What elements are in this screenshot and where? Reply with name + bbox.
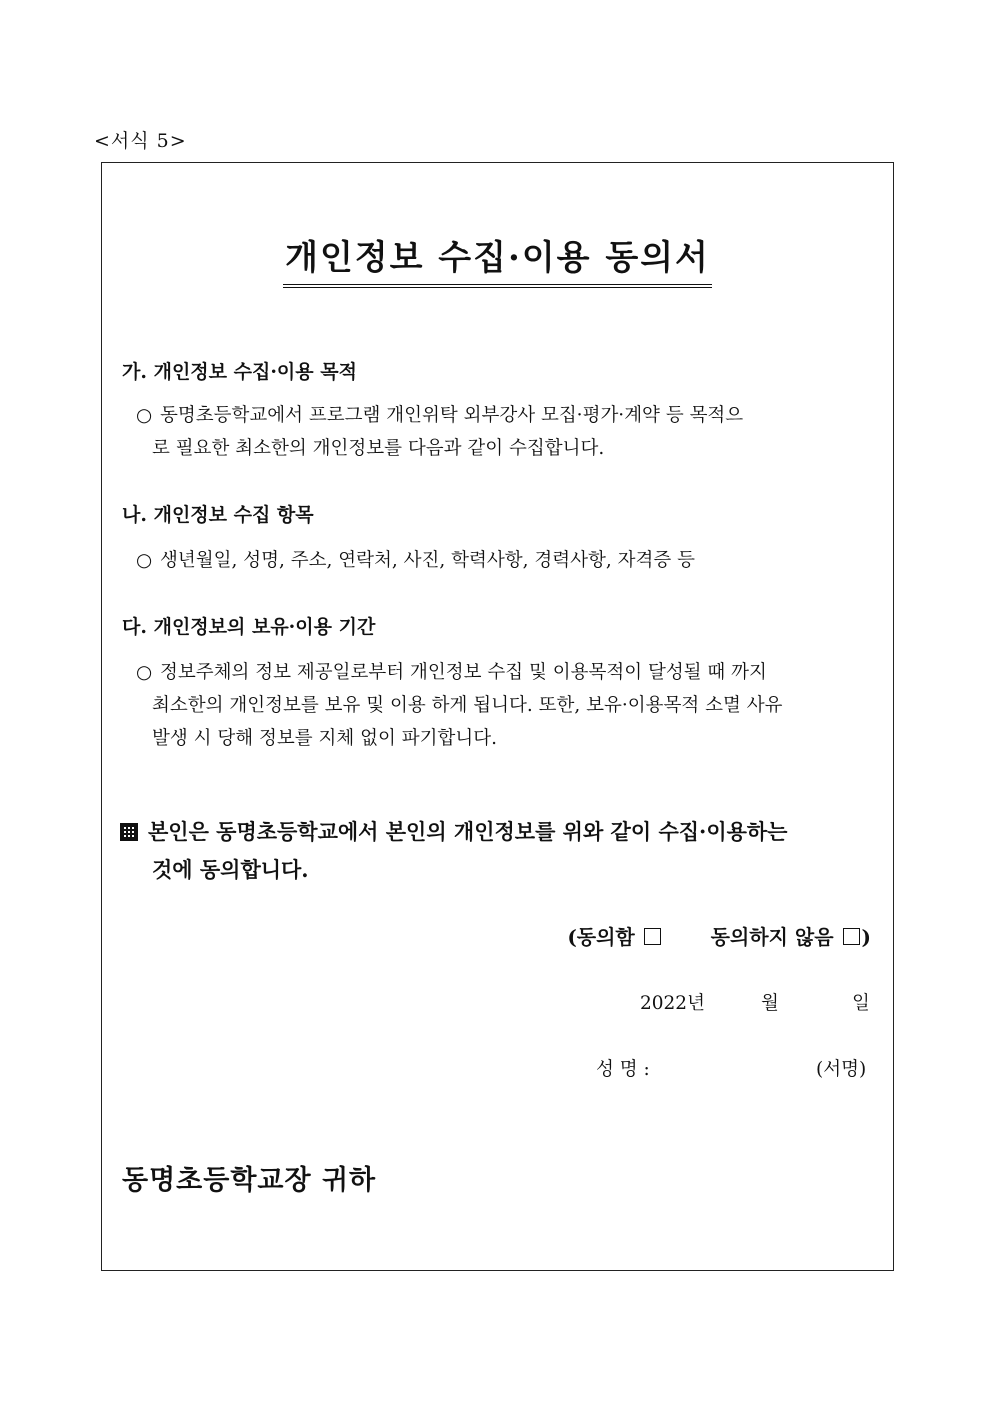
section-heading-purpose: 가. 개인정보 수집·이용 목적 (122, 361, 357, 383)
hatched-square-icon (120, 823, 138, 841)
title-wrap (102, 237, 893, 288)
recipient: 동명초등학교장 귀하 (122, 1165, 377, 1196)
bullet-circle-icon: ○ (136, 405, 153, 426)
signature-hint: (서명) (816, 1059, 867, 1080)
section-body-period (136, 656, 874, 755)
body-line: 동명초등학교에서 프로그램 개인위탁 외부강사 모집·평가·계약 등 목적으 (160, 405, 744, 426)
section-body-purpose (136, 399, 874, 465)
disagree-label: 동의하지 않음 (710, 925, 834, 949)
statement-line: 본인은 동명초등학교에서 본인의 개인정보를 위와 같이 수집·이용하는 (148, 819, 788, 844)
body-line: 생년월일, 성명, 주소, 연락처, 사진, 학력사항, 경력사항, 자격증 등 (160, 550, 695, 571)
agree-label: 동의함 (576, 925, 635, 949)
body-line: 최소한의 개인정보를 보유 및 이용 하게 됩니다. 또한, 보유·이용목적 소멸 사유 (152, 695, 783, 716)
section-heading-items: 나. 개인정보 수집 항목 (122, 504, 314, 526)
form-number-label: <서식 5> (94, 130, 187, 152)
bullet-circle-icon: ○ (136, 662, 153, 683)
document-title: 개인정보 수집·이용 동의서 (283, 237, 712, 288)
body-line: 로 필요한 최소한의 개인정보를 다음과 같이 수집합니다. (152, 438, 605, 459)
signature-name-label: 성 명 : (596, 1059, 650, 1080)
paren-close: ) (861, 925, 871, 949)
paren-open: ( (567, 925, 577, 949)
statement-line: 것에 동의합니다. (152, 857, 309, 882)
date-month: 월 (761, 993, 779, 1014)
date-day: 일 (852, 993, 870, 1014)
agree-checkbox[interactable] (644, 928, 661, 945)
consent-statement (120, 813, 880, 889)
bullet-circle-icon: ○ (136, 550, 153, 571)
date-year: 2022년 (640, 993, 705, 1014)
body-line: 발생 시 당해 정보를 지체 없이 파기합니다. (152, 728, 497, 749)
body-line: 정보주체의 정보 제공일로부터 개인정보 수집 및 이용목적이 달성될 때 까지 (160, 662, 767, 683)
disagree-checkbox[interactable] (843, 928, 860, 945)
section-body-items (136, 544, 874, 577)
section-heading-period: 다. 개인정보의 보유·이용 기간 (122, 616, 376, 638)
consent-options (567, 921, 871, 950)
consent-form-frame (101, 162, 894, 1271)
